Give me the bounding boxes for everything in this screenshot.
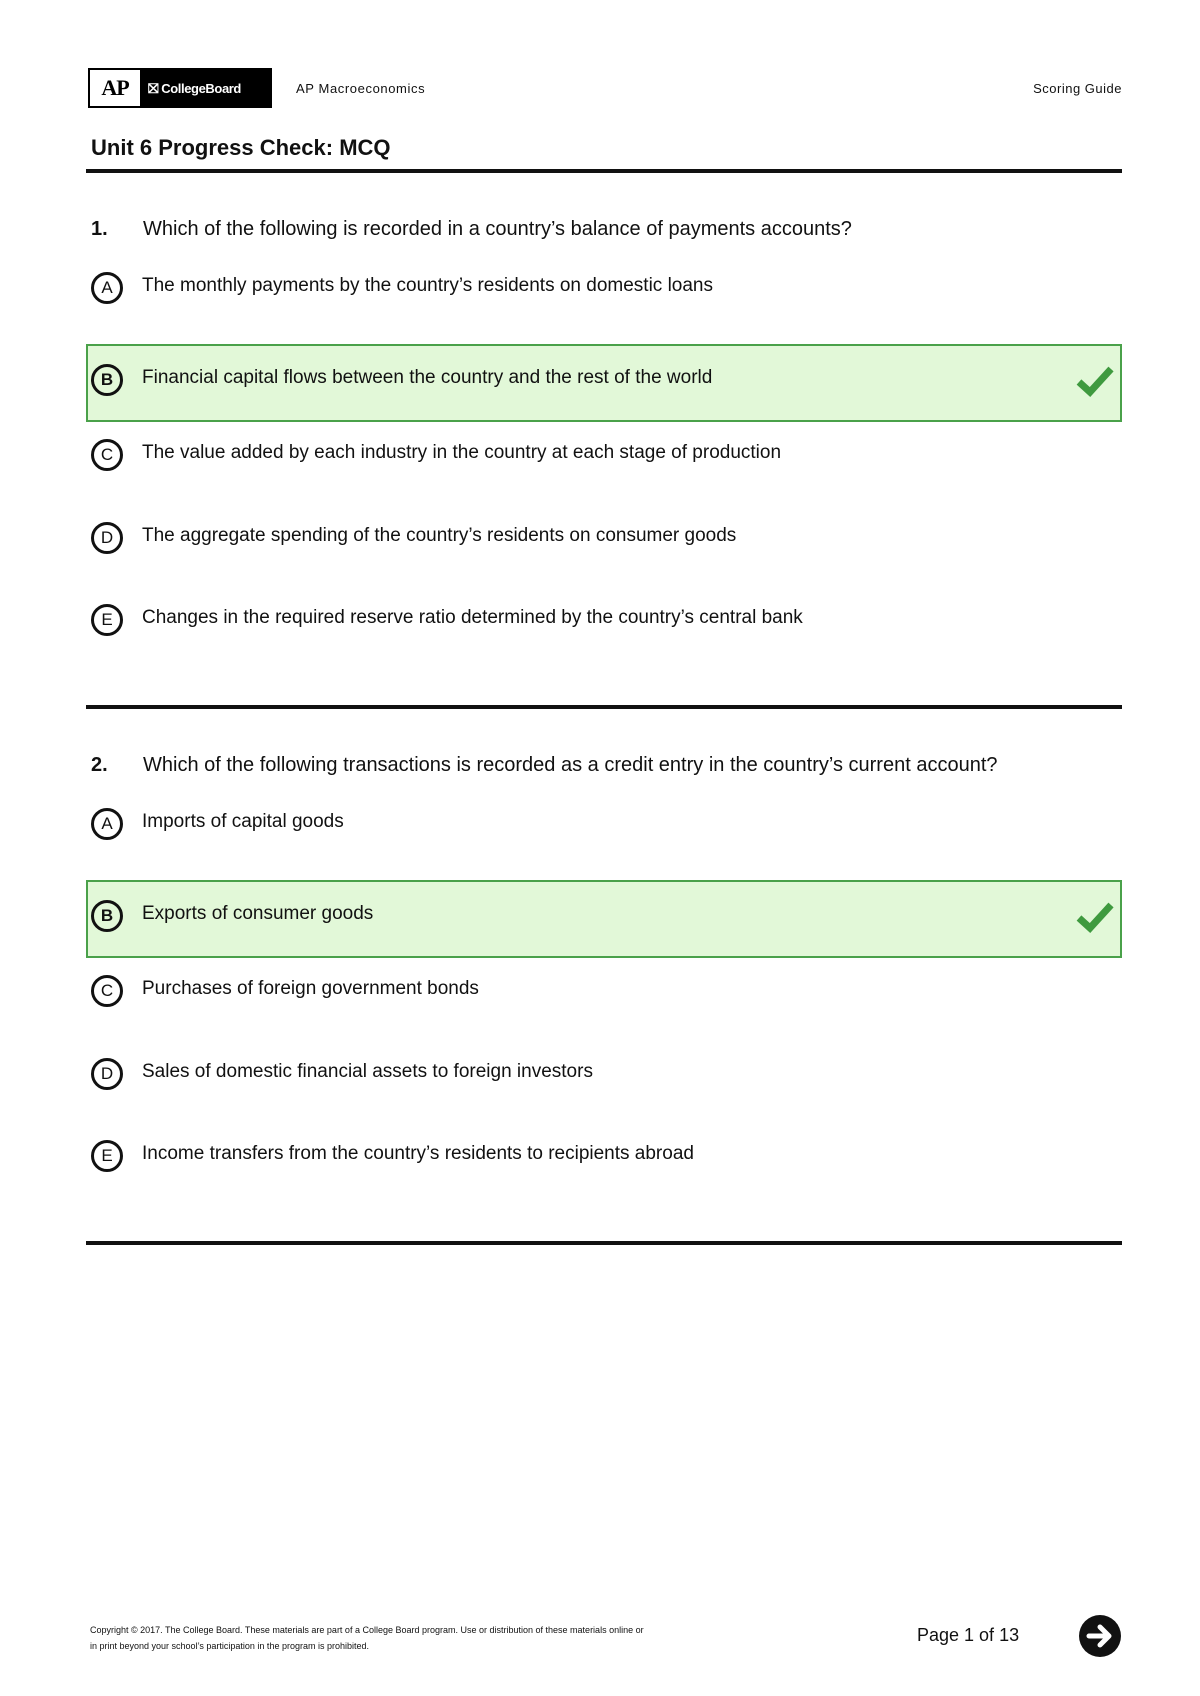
option-text: Imports of capital goods [142,811,344,832]
question-divider [86,705,1122,709]
course-name: AP Macroeconomics [296,81,426,96]
option-letter-badge: A [91,808,123,840]
next-page-button[interactable] [1079,1615,1121,1657]
copyright-notice [90,1622,780,1654]
option-text: Income transfers from the country’s residents to recipients abroad [142,1143,694,1164]
page-indicator: Page 1 of 13 [917,1625,1020,1645]
checkmark-icon [1076,364,1114,398]
option-text: Purchases of foreign government bonds [142,978,479,999]
page-title: Unit 6 Progress Check: MCQ [91,135,391,160]
shield-icon: ⛝ [148,80,159,96]
question-text: Which of the following is recorded in a country’s balance of payments accounts? [143,218,852,240]
answer-option-a[interactable] [86,788,1122,866]
copyright-line-2: in print beyond your school’s participation in the program is prohibited. [90,1641,369,1651]
scoring-guide-label: Scoring Guide [1033,81,1122,96]
option-text: Exports of consumer goods [142,903,374,924]
option-letter-badge: E [91,1140,123,1172]
option-text: The aggregate spending of the country’s residents on consumer goods [142,525,737,546]
college-board-wordmark: CollegeBoard [161,81,241,96]
option-letter-badge: A [91,272,123,304]
college-board-logo [148,70,241,106]
answer-option-a[interactable] [86,252,1122,330]
copyright-line-1: Copyright © 2017. The College Board. These materials are part of a College Board program. Use or distribution of these materials online or [90,1625,644,1635]
option-letter-badge: B [91,900,123,932]
answer-option-e[interactable] [86,1120,1122,1198]
option-letter-badge: B [91,364,123,396]
answer-option-c[interactable] [86,955,1122,1033]
answer-option-e[interactable] [86,584,1122,662]
option-text: The value added by each industry in the country at each stage of production [142,442,782,463]
answer-option-b-correct[interactable] [86,880,1122,958]
answer-option-b-correct[interactable] [86,344,1122,422]
option-text: Financial capital flows between the country and the rest of the world [142,367,713,388]
answer-option-d[interactable] [86,1038,1122,1116]
option-text: Sales of domestic financial assets to foreign investors [142,1061,593,1082]
option-text: Changes in the required reserve ratio determined by the country’s central bank [142,607,803,628]
answer-option-d[interactable] [86,502,1122,580]
option-letter-badge: D [91,522,123,554]
question-number: 2. [91,754,108,776]
arrow-right-circle-icon [1079,1615,1121,1657]
question-text: Which of the following transactions is recorded as a credit entry in the country’s current account? [143,754,998,776]
option-text: The monthly payments by the country’s residents on domestic loans [142,275,713,296]
option-letter-badge: E [91,604,123,636]
option-letter-badge: C [91,439,123,471]
ap-logo-mark: AP [90,70,140,106]
checkmark-icon [1076,900,1114,934]
option-letter-badge: D [91,1058,123,1090]
option-letter-badge: C [91,975,123,1007]
title-divider [86,169,1122,173]
question-divider [86,1241,1122,1245]
question-number: 1. [91,218,108,240]
ap-college-board-logo [88,68,272,108]
answer-option-c[interactable] [86,419,1122,497]
